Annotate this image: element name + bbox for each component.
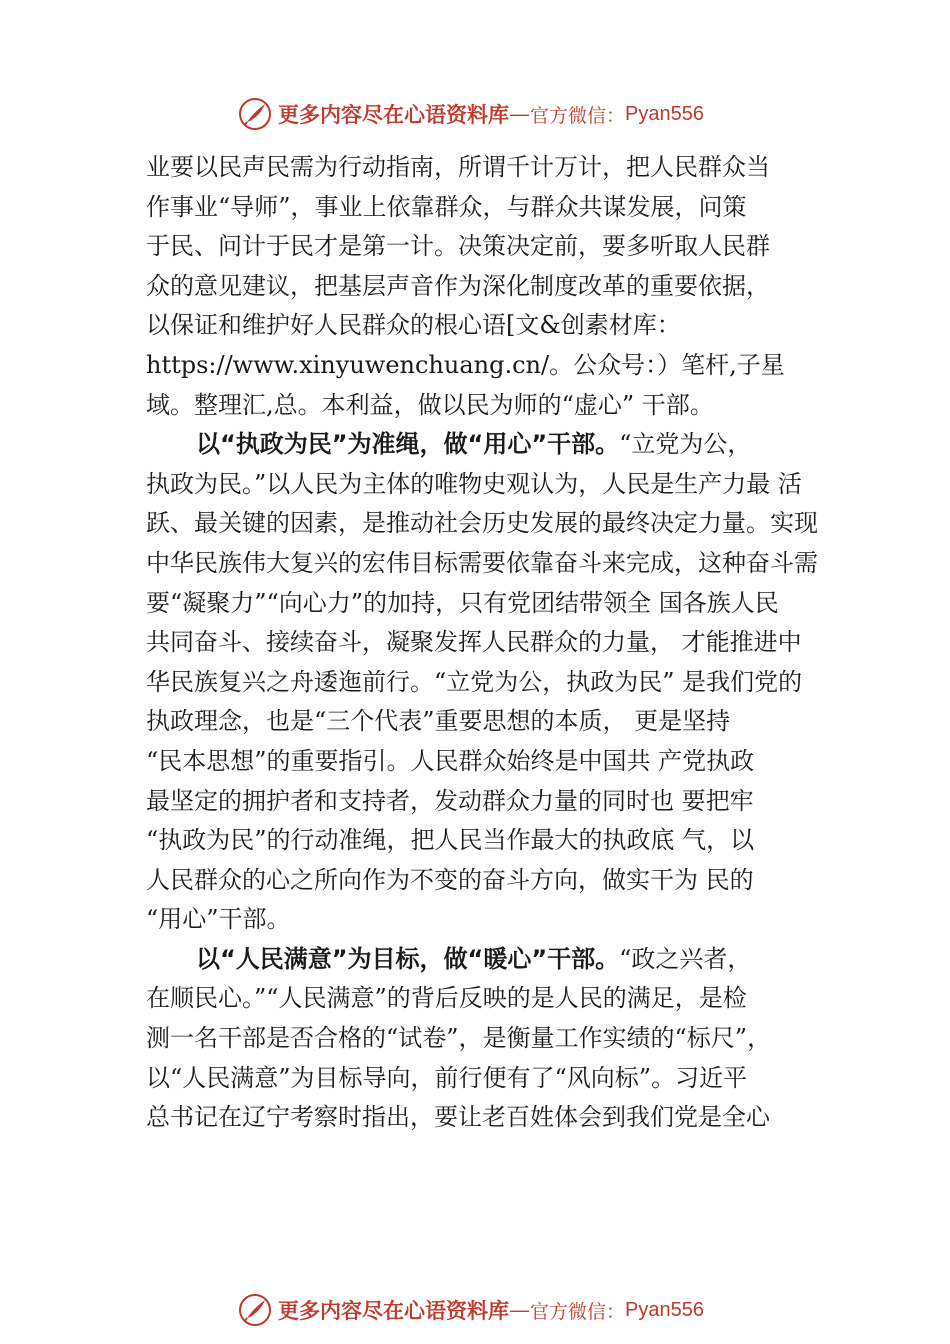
paragraph-3: [146, 940, 836, 1138]
paragraph-lead-line: [146, 940, 836, 980]
text-line: 要“凝聚力”“向心力”的加持，只有党团结带领全 国各族人民: [146, 588, 779, 617]
text-line: “用心”干部。: [146, 905, 291, 934]
text-line: “民本思想”的重要指引。人民群众始终是中国共 产党执政: [146, 746, 755, 775]
lead-tail: “政之兴者，: [619, 944, 752, 973]
document-body: [146, 148, 836, 1138]
paragraph-lead-line: [146, 425, 836, 465]
text-line: 执政为民。”以人民为主体的唯物史观认为，人民是生产力最 活: [146, 469, 802, 498]
quill-logo-icon: [238, 1293, 272, 1327]
text-line: 最坚定的拥护者和支持者，发动群众力量的同时也 要把牢: [146, 786, 754, 815]
footer-wechat-id: Pyan556: [625, 1298, 704, 1321]
footer-wechat-label: 官方微信：: [530, 1300, 626, 1323]
text-line: 于民、问计于民才是第一计。决策决定前，要多听取人民群: [146, 232, 770, 261]
text-line: 以保证和维护好人民群众的根心语[文&创素材库：: [146, 311, 681, 340]
text-line: 总书记在辽宁考察时指出，要让老百姓体会到我们党是全心: [146, 1103, 770, 1132]
paragraph-1: [146, 148, 836, 425]
text-line: 共同奋斗、接续奋斗，凝聚发挥人民群众的力量， 才能推进中: [146, 628, 802, 657]
header-banner: [238, 94, 758, 134]
footer-dash: —: [509, 1298, 530, 1322]
text-line: 域。整理汇,总。本利益，做以民为师的“虚心” 干部。: [146, 390, 714, 419]
text-line: 中华民族伟大复兴的宏伟目标需要依靠奋斗来完成，这种奋斗需: [146, 548, 818, 577]
text-line: 在顺民心。”“人民满意”的背后反映的是人民的满足，是检: [146, 984, 747, 1013]
footer-brand: 更多内容尽在心语资料库: [278, 1298, 509, 1323]
header-dash: —: [509, 102, 530, 126]
paragraph-heading: 以“人民满意”为目标，做“暖心”干部。: [196, 944, 620, 973]
footer-banner: [238, 1290, 758, 1330]
paragraph-2: [146, 425, 836, 940]
header-wechat-label: 官方微信：: [530, 104, 626, 127]
text-line: 众的意见建议，把基层声音作为深化制度改革的重要依据，: [146, 271, 770, 300]
url-line: https://www.xinyuwenchuang.cn/。公众号：）笔杆,子星: [146, 350, 785, 379]
text-line: 执政理念，也是“三个代表”重要思想的本质， 更是坚持: [146, 707, 731, 736]
quill-logo-icon: [238, 97, 272, 131]
text-line: 作事业“导师”，事业上依靠群众，与群众共谋发展，问策: [146, 192, 747, 221]
header-brand: 更多内容尽在心语资料库: [278, 102, 509, 127]
text-line: 测一名干部是否合格的“试卷”，是衡量工作实绩的“标尺”，: [146, 1024, 772, 1053]
header-wechat-id: Pyan556: [625, 102, 704, 125]
text-line: “执政为民”的行动准绳，把人民当作最大的执政底 气，以: [146, 826, 755, 855]
text-line: 人民群众的心之所向作为不变的奋斗方向，做实干为 民的: [146, 865, 754, 894]
text-line: 跃、最关键的因素，是推动社会历史发展的最终决定力量。实现: [146, 509, 818, 538]
lead-tail: “立党为公，: [619, 430, 752, 459]
paragraph-heading: 以“执政为民”为准绳，做“用心”干部。: [196, 430, 620, 459]
text-line: 业要以民声民需为行动指南，所谓千计万计，把人民群众当: [146, 153, 770, 181]
text-line: 华民族复兴之舟逶迤前行。“立党为公，执政为民” 是我们党的: [146, 667, 803, 696]
text-line: 以“人民满意”为目标导向，前行便有了“风向标”。习近平: [146, 1063, 748, 1092]
